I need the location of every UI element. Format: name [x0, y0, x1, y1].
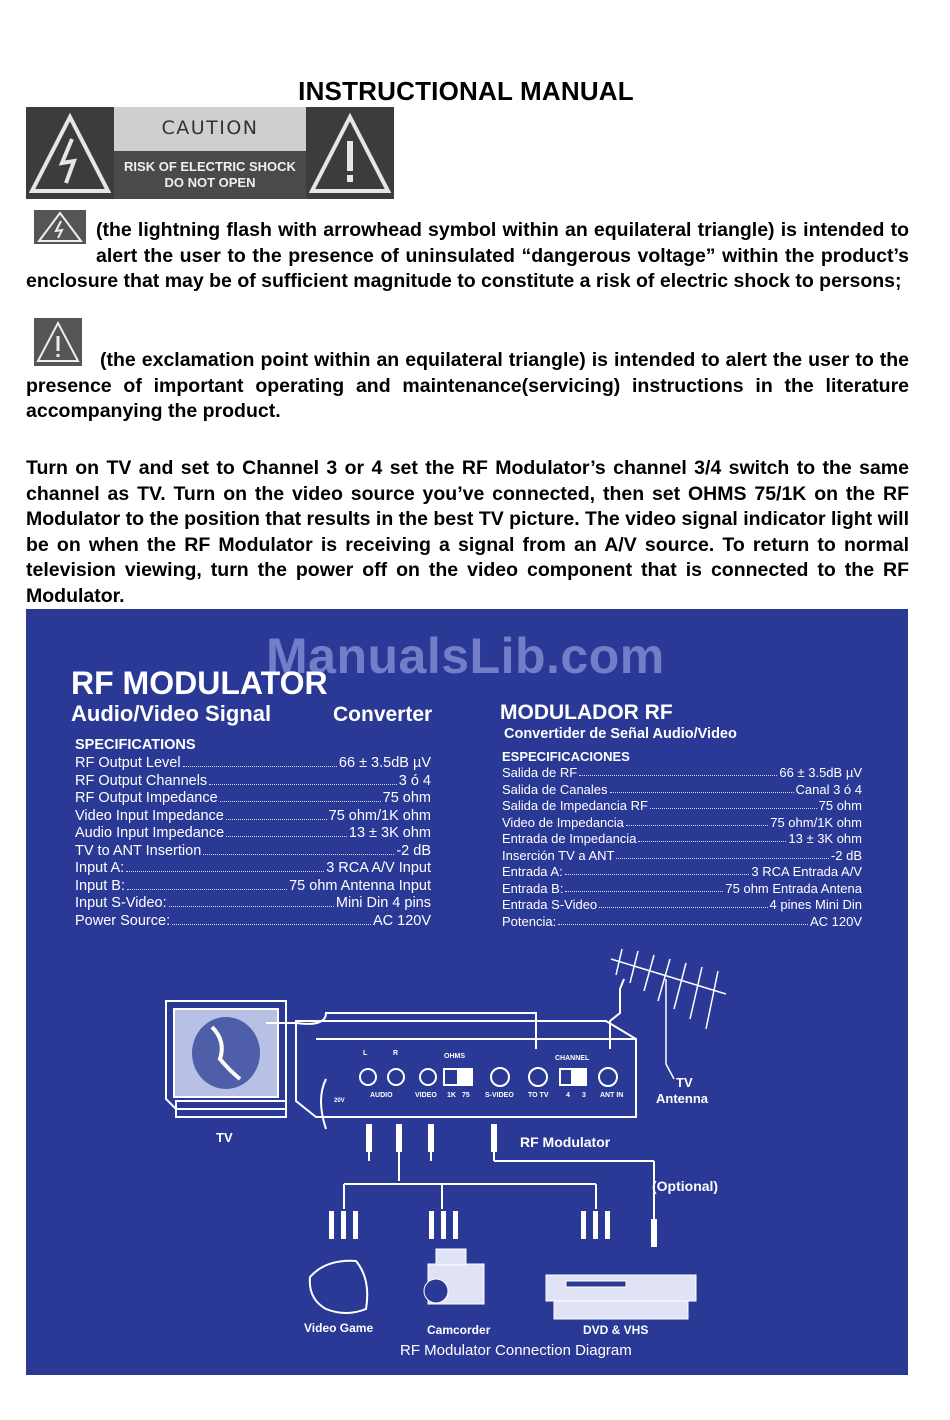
- spec-value: AC 120V: [809, 913, 862, 929]
- spec-value: 13 ± 3K ohm: [788, 831, 862, 846]
- spec-value: 75 ohm Entrada Antena: [725, 880, 862, 896]
- english-subtitle-a: Audio/Video Signal: [71, 701, 272, 726]
- lightning-icon: [34, 210, 86, 244]
- spec-value: 4 pines Mini Din: [769, 897, 862, 912]
- power-20v-label: 20V: [334, 1098, 345, 1104]
- specifications-heading: SPECIFICATIONS: [75, 737, 196, 753]
- exclamation-paragraph-text: (the exclamation point within an equilateral triangle) is intended to alert the user to the presence of important operating and maintenance(servicing) instructions in the literature accompanying the product.: [26, 349, 909, 422]
- port-label-r: R: [393, 1050, 399, 1057]
- spec-label: Power Source:: [75, 912, 171, 929]
- tv-antenna-label-1: TV: [676, 1075, 693, 1090]
- to-tv-port-label: TO TV: [528, 1092, 549, 1099]
- page-title: INSTRUCTIONAL MANUAL: [298, 76, 634, 106]
- english-subtitle-b: Converter: [333, 703, 433, 726]
- video-port-label: VIDEO: [415, 1092, 437, 1099]
- spec-label: Input B:: [75, 877, 125, 894]
- lightning-paragraph-text: (the lightning flash with arrowhead symbol within an equilateral triangle) is intended to alert the user to the presence of uninsulated “dangerous voltage” within the product’s enclosure that may be of sufficient magnitude to constitute a risk of electric shock to persons;: [26, 219, 909, 292]
- instructions-paragraph: Turn on TV and set to Channel 3 or 4 set the RF Modulator’s channel 3/4 switch to the same channel as TV. Turn on the video source you’ve connected, then set OHMS 75/1K on the RF Modulator to the position that results in the best TV picture. The video signal indicator light will be on when the RF Modulator is receiving a signal from an A/V source. To return to normal television viewing, turn the power off on the video component that is connected to the RF Modulator.: [26, 457, 909, 607]
- spec-label: RF Output Channels: [75, 772, 208, 789]
- spec-label: Video Input Impedance: [75, 807, 224, 824]
- spec-value: 3 RCA A/V Input: [326, 860, 431, 876]
- spec-value: 13 ± 3K ohm: [348, 825, 431, 841]
- tv-icon: [166, 1001, 286, 1117]
- spanish-subtitle: Convertider de Señal Audio/Video: [504, 726, 737, 742]
- spec-value: -2 dB: [830, 847, 862, 863]
- camcorder-icon: [424, 1249, 484, 1304]
- spec-value: 75 ohm/1K ohm: [770, 814, 862, 830]
- caution-line-2: DO NOT OPEN: [164, 175, 256, 190]
- ohms-label: OHMS: [444, 1053, 465, 1060]
- spec-value: 75 ohm: [818, 798, 862, 813]
- spec-label: Salida de Impedancia RF: [502, 798, 648, 813]
- spec-label: Salida de Canales: [502, 781, 608, 797]
- lightning-symbol-paragraph: [26, 218, 909, 295]
- diagram-caption: RF Modulator Connection Diagram: [400, 1342, 632, 1359]
- spec-label: Video de Impedancia: [502, 814, 624, 830]
- spec-label: Salida de RF: [502, 765, 578, 780]
- spec-value: 3 ó 4: [398, 772, 431, 789]
- spec-label: Entrada S-Video: [502, 897, 598, 912]
- spec-label: Entrada B:: [502, 880, 564, 896]
- spec-label: TV to ANT Insertion: [75, 842, 202, 859]
- exclamation-icon: [34, 318, 82, 366]
- spec-value: -2 dB: [396, 842, 431, 859]
- channel-3-label: 3: [582, 1092, 586, 1099]
- dvd-vhs-icon: [546, 1275, 696, 1319]
- ohms-1k-label: 1K: [447, 1092, 456, 1099]
- rf-modulator-title: RF MODULATOR: [71, 665, 328, 701]
- connection-diagram: [26, 609, 908, 1375]
- spec-value: Canal 3 ó 4: [795, 781, 862, 797]
- antenna-icon: [611, 949, 726, 1079]
- spec-value: 75 ohm: [382, 790, 431, 806]
- spec-label: Potencia:: [502, 913, 557, 929]
- spec-label: Inserción TV a ANT: [502, 847, 615, 863]
- tv-label: TV: [216, 1130, 233, 1145]
- watermark: ManualsLib.com: [266, 628, 665, 684]
- caution-line-1: RISK OF ELECTRIC SHOCK: [124, 159, 296, 174]
- spec-label: Entrada de Impedancia: [502, 831, 637, 846]
- spec-value: 3 RCA Entrada A/V: [751, 864, 862, 879]
- rf-modulator-label: RF Modulator: [520, 1134, 611, 1150]
- channel-4-label: 4: [566, 1092, 570, 1099]
- s-video-port-label: S-VIDEO: [485, 1092, 514, 1099]
- spec-label: Input S-Video:: [75, 895, 167, 911]
- spec-value: 66 ± 3.5dB µV: [779, 765, 862, 780]
- caution-label: [26, 107, 394, 199]
- spec-value: 75 ohm Antenna Input: [289, 877, 431, 894]
- caution-heading: CAUTION: [161, 117, 259, 139]
- video-game-label: Video Game: [304, 1321, 374, 1335]
- spec-value: Mini Din 4 pins: [335, 895, 431, 911]
- lightning-warning-icon: [26, 107, 114, 199]
- spec-label: RF Output Impedance: [75, 790, 218, 806]
- ohms-75-label: 75: [462, 1092, 470, 1099]
- modulador-rf-title: MODULADOR RF: [500, 701, 673, 724]
- optional-label: (Optional): [652, 1178, 719, 1194]
- exclamation-symbol-paragraph: [26, 348, 909, 425]
- spec-value: 66 ± 3.5dB µV: [338, 755, 431, 771]
- camcorder-label: Camcorder: [427, 1323, 491, 1337]
- spec-label: Audio Input Impedance: [75, 825, 225, 841]
- audio-port-label: AUDIO: [370, 1092, 393, 1099]
- video-game-icon: [310, 1261, 367, 1313]
- spec-label: Entrada A:: [502, 864, 563, 879]
- spec-label: RF Output Level: [75, 755, 181, 771]
- especificaciones-heading: ESPECIFICACIONES: [502, 749, 630, 764]
- channel-label: CHANNEL: [555, 1055, 590, 1062]
- dvd-vhs-label: DVD & VHS: [583, 1323, 649, 1337]
- spec-value: AC 120V: [372, 912, 431, 929]
- exclamation-warning-icon: [306, 107, 394, 199]
- ant-in-port-label: ANT IN: [600, 1092, 624, 1099]
- port-label-l: L: [363, 1050, 368, 1057]
- spec-value: 75 ohm/1K ohm: [328, 807, 431, 824]
- spec-label: Input A:: [75, 860, 125, 876]
- tv-antenna-label-2: Antenna: [656, 1091, 708, 1106]
